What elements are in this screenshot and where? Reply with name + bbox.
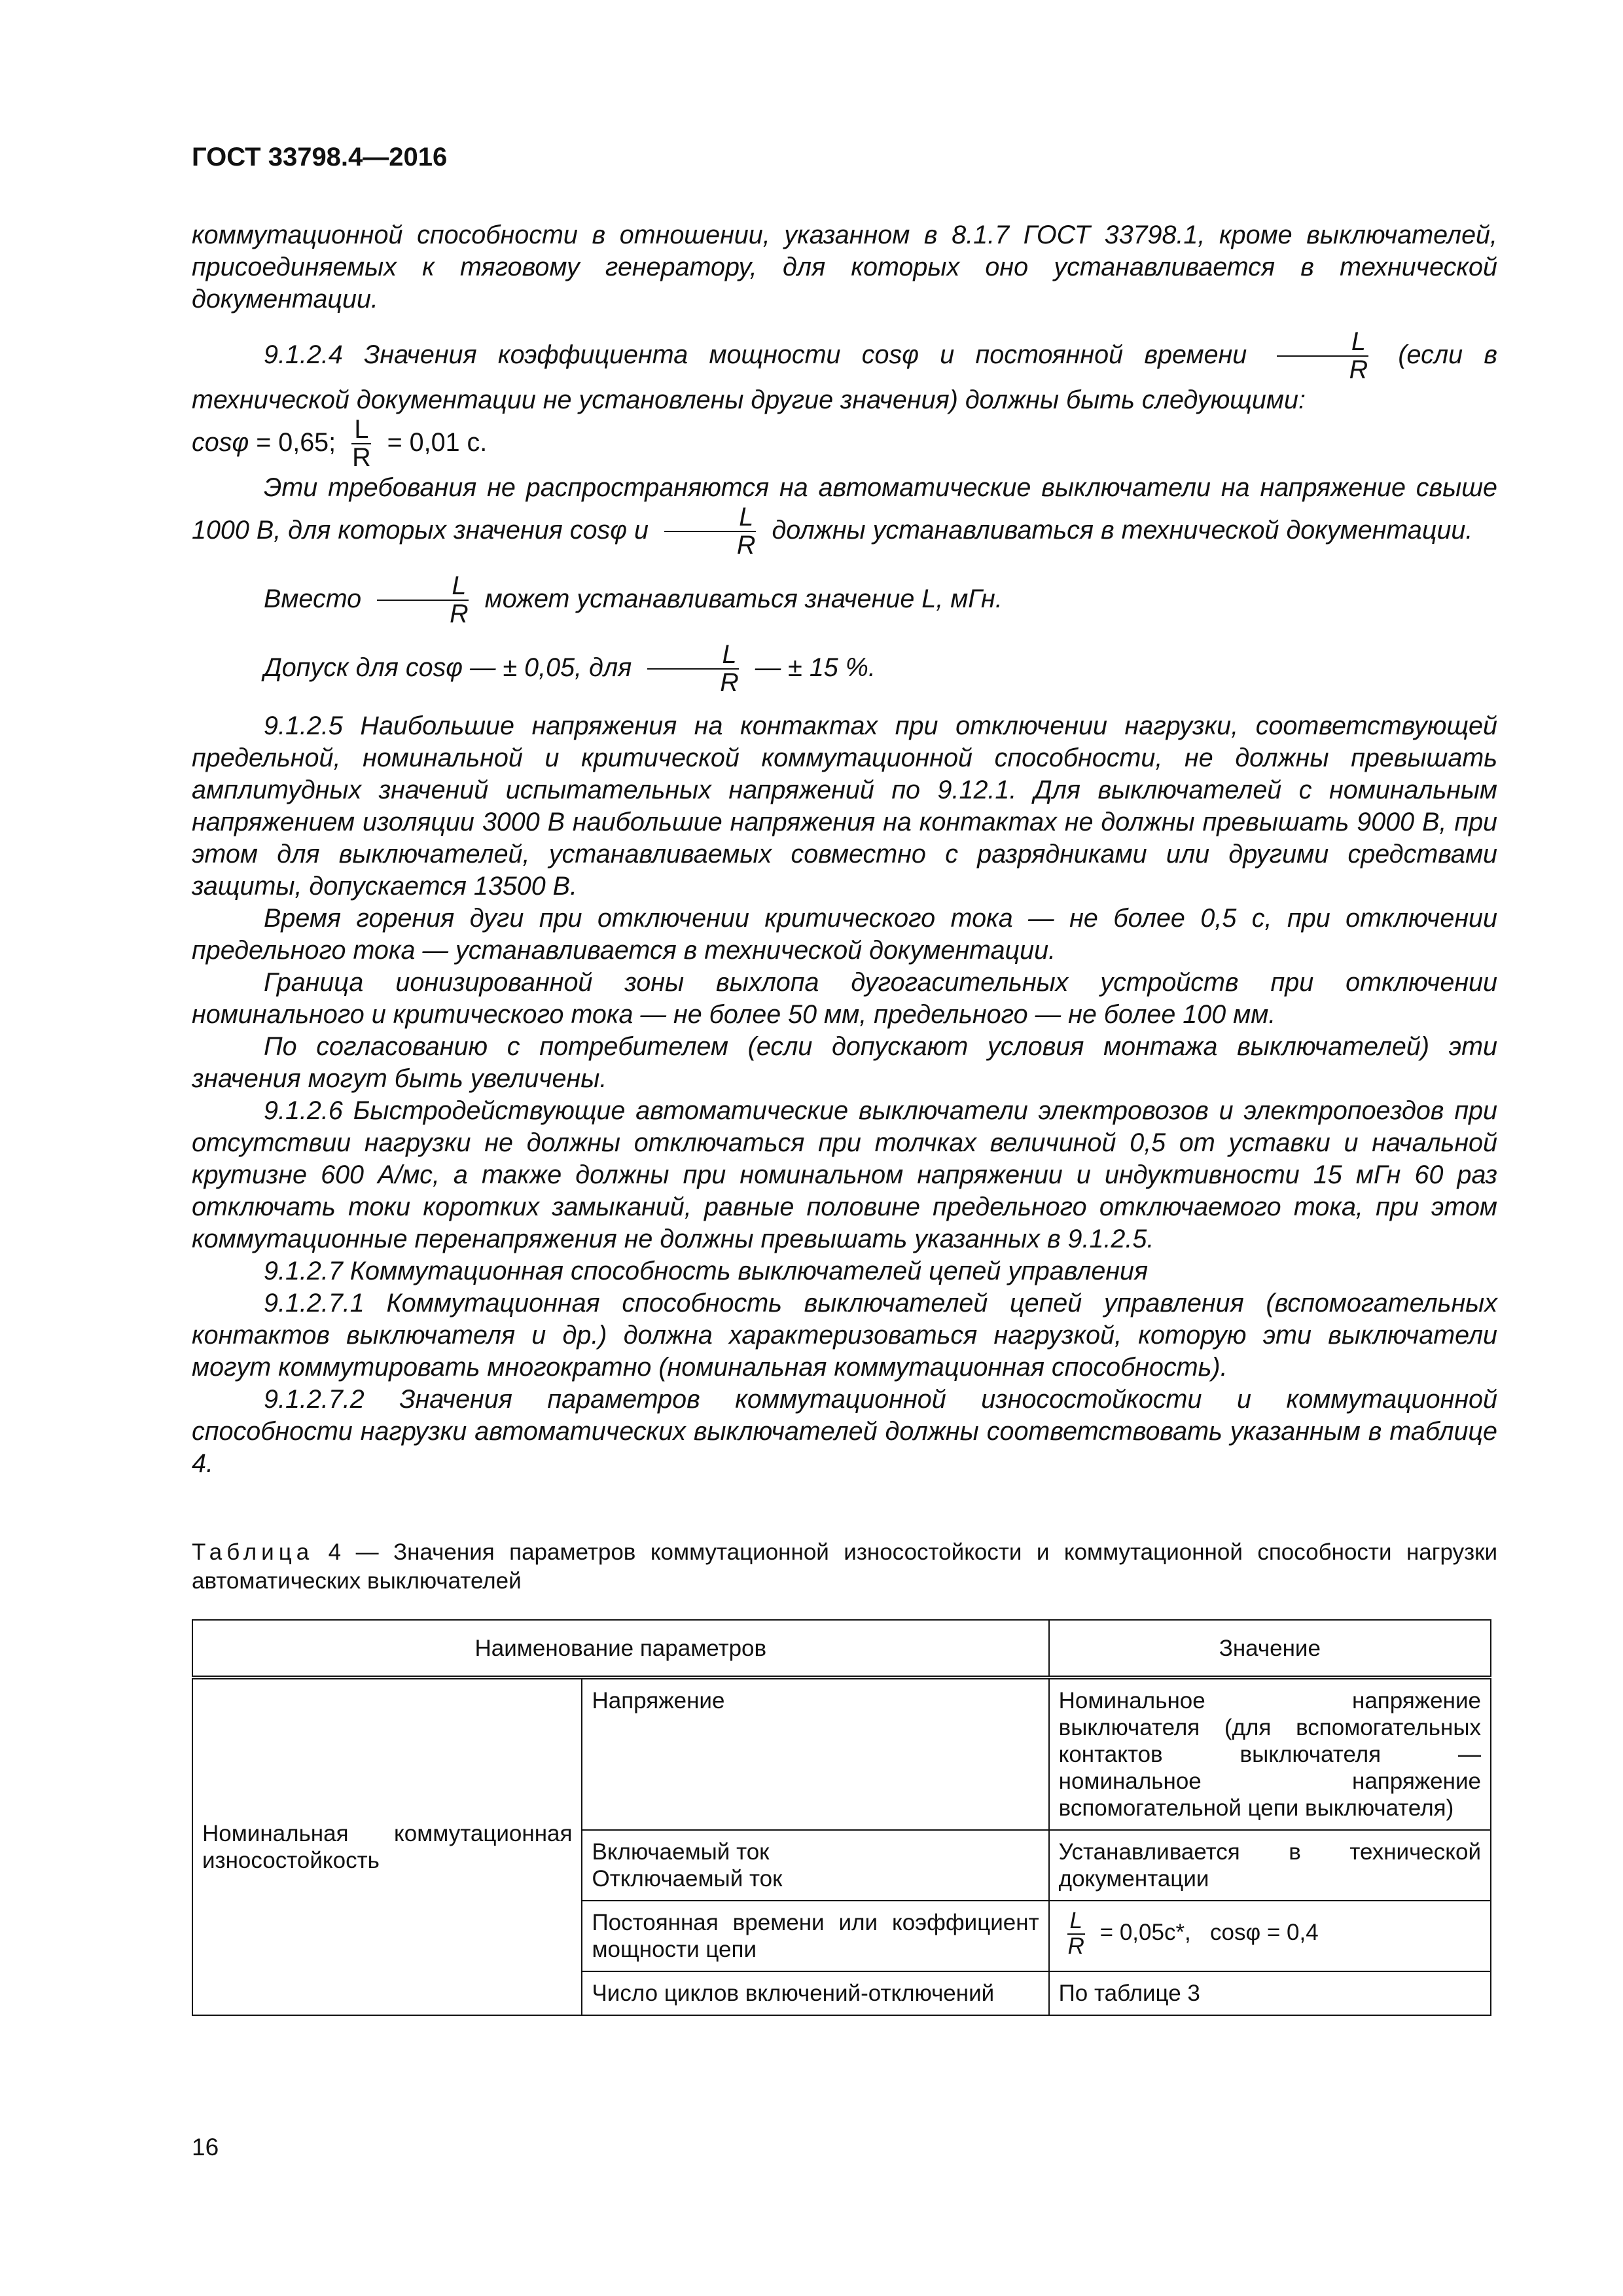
fraction-l-over-r: $\frac{L}{R}$ — [662, 504, 758, 560]
paragraph: Допуск для cosφ — ± 0,05, для $\frac{L}{R}$ — ± 15 %. — [264, 639, 876, 698]
paragraph: Граница ионизированной зоны выхлопа дугогасительных устройств при отключении номинального и критического тока — не более 50 мм, предельного — не более 100 мм. — [192, 967, 1497, 1029]
table-caption — [192, 1538, 1497, 1596]
document-header: ГОСТ 33798.4—2016 — [192, 143, 448, 171]
fraction-l-over-r: $\frac{L}{R}$ — [1275, 329, 1371, 384]
paragraph-9-1-2-4: 9.1.2.4 Значения коэффициента мощности cosφ и постоянной времени $\frac{L}{R}$ (если в технической документации не установлены другие значения) должны быть следующими: — [192, 327, 1497, 414]
fraction-l-over-r: $\frac{L}{R}$ — [352, 414, 371, 473]
fraction-l-over-r: $\frac{L}{R}$ — [375, 573, 471, 628]
fraction-l-over-r: $\frac{L}{R}$ — [645, 641, 741, 697]
paragraph-9-1-2-7-2: 9.1.2.7.2 Значения параметров коммутационной износостойкости и коммутационной способности нагрузки автоматических выключателей должны соответствовать указанным в таблице 4. — [192, 1384, 1497, 1478]
group-label: Номинальная коммутационная износостойкость — [192, 1677, 582, 2015]
header-value: Значение — [1049, 1620, 1491, 1677]
value-cell: Номинальное напряжение выключателя (для вспомогательных контактов выключателя — номинальное напряжение вспомогательной цепи выключателя) — [1049, 1677, 1491, 1830]
param-cell: Число циклов включений-отключений — [582, 1971, 1048, 2015]
param-cell: Напряжение — [582, 1677, 1048, 1830]
paragraph: Эти требования не распространяются на автоматические выключатели на напряжение свыше 1000 В, для которых значения cosφ и $\frac{L}{R}$ должны устанавливаться в технической документации. — [192, 473, 1497, 560]
paragraph-9-1-2-7: 9.1.2.7 Коммутационная способность выключателей цепей управления — [264, 1256, 1149, 1285]
parameters-table — [192, 1619, 1491, 2016]
value-cell: По таблице 3 — [1049, 1971, 1491, 2015]
page-number: 16 — [192, 2134, 219, 2161]
paragraph: По согласованию с потребителем (если допускают условия монтажа выключателей) эти значения могут быть увеличены. — [192, 1031, 1497, 1093]
param-cell: Постоянная времени или коэффициент мощности цепи — [582, 1901, 1048, 1971]
paragraph-9-1-2-5: 9.1.2.5 Наибольшие напряжения на контактах при отключении нагрузки, соответствующей предельной, номинальной и критической коммутационной способности, не должны превышать амплитудных значений испытательных напряжений по 9.12.1. Для выключателей с номинальным напряжением изоляции 3000 В наибольшие напряжения на контактах не должны превышать 9000 В, при этом для выключателей, устанавливаемых совместно с разрядниками или другими средствами защиты, допускается 13500 В. — [192, 711, 1497, 901]
fraction-l-over-r: $\frac{L}{R}$ — [1067, 1908, 1084, 1959]
formula: cosφ = 0,65; $\frac{L}{R}$ = 0,01 с. — [192, 414, 488, 473]
table-caption-text: 4 — Значения параметров коммутационной износостойкости и коммутационной способности нагрузки автоматических выключателей — [192, 1539, 1497, 1594]
paragraph-9-1-2-7-1: 9.1.2.7.1 Коммутационная способность выключателей цепей управления (вспомогательных контактов выключателя и др.) должна характеризоваться нагрузкой, которую эти выключатели могут коммутировать многократно (номинальная коммутационная способность). — [192, 1288, 1497, 1382]
paragraph-9-1-2-6: 9.1.2.6 Быстродействующие автоматические выключатели электровозов и электропоездов при отсутствии нагрузки не должны отключаться при толчках величиной 0,5 от уставки и начальной крутизне 600 А/мс, а также должны при номинальном напряжении и индуктивности 15 мГн 60 раз отключать токи коротких замыканий, равные половине предельного отключаемого тока, при этом коммутационные перенапряжения не должны превышать указанных в 9.1.2.5. — [192, 1096, 1497, 1253]
table-row — [192, 1677, 1491, 1830]
table-header-row — [192, 1620, 1491, 1677]
value-cell: $\frac{L}{R}$ = 0,05с*, cosφ = 0,4 — [1049, 1901, 1491, 1971]
paragraph: Время горения дуги при отключении критического тока — не более 0,5 с, при отключении предельного тока — устанавливается в технической документации. — [192, 903, 1497, 965]
paragraph: коммутационной способности в отношении, указанном в 8.1.7 ГОСТ 33798.1, кроме выключателей, присоединяемых к тяговому генератору, для которых оно устанавливается в технической документации. — [192, 221, 1497, 314]
paragraph: Вместо $\frac{L}{R}$ может устанавливаться значение L, мГн. — [264, 571, 1003, 629]
table-caption-label: Таблица — [192, 1539, 314, 1565]
header-param: Наименование параметров — [192, 1620, 1049, 1677]
body-text — [192, 219, 1497, 1480]
value-cell: Устанавливается в технической документации — [1049, 1830, 1491, 1901]
param-cell: Включаемый ток Отключаемый ток — [582, 1830, 1048, 1901]
